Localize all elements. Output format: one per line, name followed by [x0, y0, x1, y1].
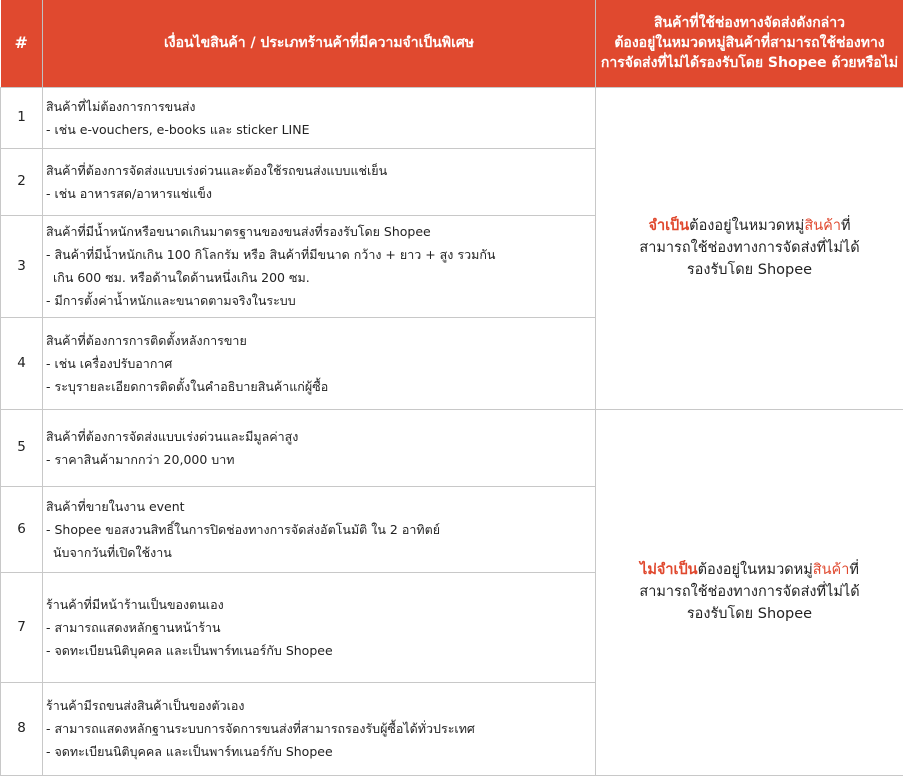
condition-title: ร้านค้ามีรถขนส่งสินค้าเป็นของตัวเอง — [46, 698, 245, 713]
row-number: 6 — [1, 486, 43, 572]
row-condition — [43, 409, 596, 486]
condition-detail: - เช่น เครื่องปรับอากาศ — [46, 355, 173, 371]
condition-detail: - สามารถแสดงหลักฐานระบบการจัดการขนส่งที่สามารถรองรับผู้ซื้อได้ทั่วประเทศ — [46, 721, 475, 736]
row-number: 8 — [1, 682, 43, 775]
table-row — [1, 87, 903, 148]
condition-title: สินค้าที่ต้องการจัดส่งแบบเร่งด่วนและมีมูลค่าสูง — [46, 428, 299, 444]
condition-detail: - สามารถแสดงหลักฐานหน้าร้าน — [46, 619, 221, 635]
row-number: 1 — [1, 87, 43, 148]
not-required-keyword: ไม่จำเป็น — [640, 562, 698, 578]
condition-title: สินค้าที่ต้องการจัดส่งแบบเร่งด่วนและต้องใช้รถขนส่งแบบแช่เย็น — [46, 162, 388, 178]
condition-title: สินค้าที่ไม่ต้องการการขนส่ง — [46, 98, 196, 114]
result-line: สามารถใช้ช่องทางการจัดส่งที่ไม่ได้ — [639, 584, 860, 600]
row-number: 5 — [1, 409, 43, 486]
header-condition: เงื่อนไขสินค้า / ประเภทร้านค้าที่มีความจำเป็นพิเศษ — [43, 0, 596, 87]
condition-detail: - จดทะเบียนนิติบุคคล และเป็นพาร์ทเนอร์กับ Shopee — [46, 744, 333, 759]
row-number: 3 — [1, 215, 43, 317]
result-not-required — [596, 409, 903, 775]
header-number: # — [1, 0, 43, 87]
header-result-line: ต้องอยู่ในหมวดหมู่สินค้าที่สามารถใช้ช่องทาง — [614, 35, 885, 52]
result-line: รองรับโดย Shopee — [686, 606, 813, 622]
condition-title: สินค้าที่ขายในงาน event — [46, 498, 185, 514]
header-row — [1, 0, 903, 87]
row-number: 2 — [1, 148, 43, 215]
row-condition — [43, 682, 596, 775]
result-text: ต้องอยู่ในหมวดหมู่ — [689, 218, 805, 234]
condition-detail: - ราคาสินค้ามากกว่า 20,000 บาท — [46, 451, 235, 467]
table-row — [1, 409, 903, 486]
row-condition — [43, 572, 596, 682]
result-required — [596, 87, 903, 409]
result-line — [608, 559, 891, 581]
condition-detail: - Shopee ขอสงวนสิทธิ์ในการปิดช่องทางการจัดส่งอัตโนมัติ ใน 2 อาทิตย์ — [46, 521, 441, 537]
condition-detail: - จดทะเบียนนิติบุคคล และเป็นพาร์ทเนอร์กับ Shopee — [46, 642, 333, 658]
condition-detail: - เช่น อาหารสด/อาหารแช่แข็ง — [46, 185, 212, 201]
product-highlight: สินค้า — [812, 562, 850, 578]
condition-detail: เกิน 600 ซม. หรือด้านใดด้านหนึ่งเกิน 200 ซม. — [53, 270, 310, 285]
result-text: ที่ — [849, 562, 859, 578]
result-line — [608, 215, 891, 237]
header-result-line: การจัดส่งที่ไม่ได้รองรับโดย Shopee ด้วยหรือไม่ — [600, 55, 899, 72]
header-result — [596, 0, 903, 87]
result-text: ต้องอยู่ในหมวดหมู่ — [697, 562, 813, 578]
condition-detail: - เช่น e-vouchers, e-books และ sticker LINE — [46, 121, 310, 137]
row-condition — [43, 317, 596, 409]
row-condition — [43, 215, 596, 317]
header-result-line: สินค้าที่ใช้ช่องทางจัดส่งดังกล่าว — [654, 15, 845, 32]
row-number: 7 — [1, 572, 43, 682]
result-line: รองรับโดย Shopee — [686, 262, 813, 278]
condition-detail: - มีการตั้งค่าน้ำหนักและขนาดตามจริงในระบบ — [46, 293, 296, 308]
condition-title: สินค้าที่มีน้ำหนักหรือขนาดเกินมาตรฐานของขนส่งที่รองรับโดย Shopee — [46, 224, 431, 239]
required-keyword: จำเป็น — [648, 218, 690, 234]
row-number: 4 — [1, 317, 43, 409]
row-condition — [43, 87, 596, 148]
result-line: สามารถใช้ช่องทางการจัดส่งที่ไม่ได้ — [639, 240, 860, 256]
condition-detail: นับจากวันที่เปิดใช้งาน — [53, 544, 172, 560]
result-text: ที่ — [840, 218, 851, 234]
condition-detail: - ระบุรายละเอียดการติดตั้งในคำอธิบายสินค้าแก่ผู้ซื้อ — [46, 378, 329, 394]
row-condition — [43, 148, 596, 215]
row-condition — [43, 486, 596, 572]
condition-detail: - สินค้าที่มีน้ำหนักเกิน 100 กิโลกรัม หรือ สินค้าที่มีขนาด กว้าง + ยาว + สูง รวมกัน — [46, 247, 496, 262]
condition-title: ร้านค้าที่มีหน้าร้านเป็นของตนเอง — [46, 596, 224, 612]
condition-title: สินค้าที่ต้องการการติดตั้งหลังการขาย — [46, 332, 247, 348]
product-highlight: สินค้า — [804, 218, 841, 234]
